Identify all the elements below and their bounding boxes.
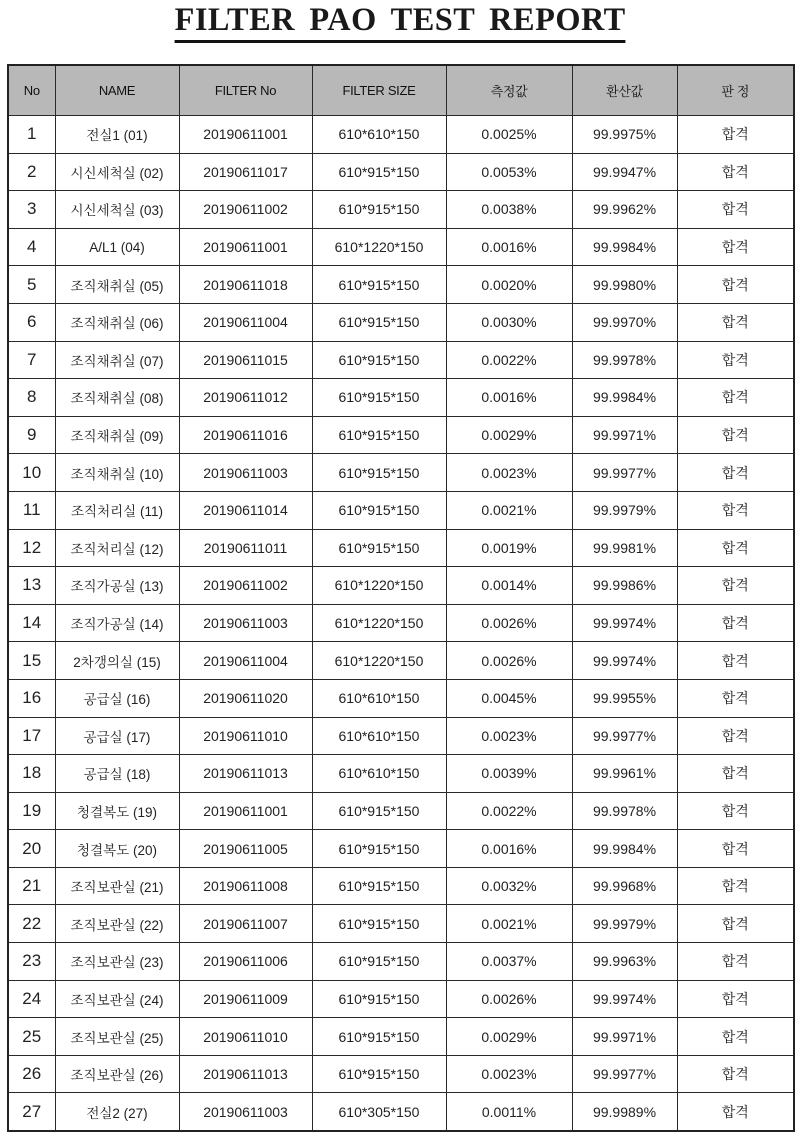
room-name: 조직보관실 (23) (55, 943, 179, 981)
table-row (8, 604, 794, 642)
row-no: 22 (8, 905, 55, 943)
row-no: 20 (8, 830, 55, 868)
room-name: 조직처리실 (12) (55, 529, 179, 567)
filter-no: 20190611001 (179, 116, 312, 154)
table-row (8, 191, 794, 229)
converted-value: 99.9971% (572, 416, 677, 454)
filter-size: 610*1220*150 (312, 228, 446, 266)
filter-no: 20190611018 (179, 266, 312, 304)
judgment-result: 합격 (677, 792, 794, 830)
row-no: 24 (8, 980, 55, 1018)
filter-no: 20190611004 (179, 303, 312, 341)
measured-value: 0.0026% (446, 604, 572, 642)
judgment-result: 합격 (677, 604, 794, 642)
report-title: FILTER PAO TEST REPORT (174, 2, 625, 43)
table-row (8, 867, 794, 905)
measured-value: 0.0019% (446, 529, 572, 567)
row-no: 17 (8, 717, 55, 755)
filter-size: 610*915*150 (312, 1018, 446, 1056)
measured-value: 0.0029% (446, 1018, 572, 1056)
row-no: 18 (8, 755, 55, 793)
table-row (8, 1093, 794, 1131)
converted-value: 99.9984% (572, 379, 677, 417)
judgment-result: 합격 (677, 1055, 794, 1093)
table-row (8, 341, 794, 379)
converted-value: 99.9947% (572, 153, 677, 191)
filter-size: 610*915*150 (312, 266, 446, 304)
measured-value: 0.0039% (446, 755, 572, 793)
row-no: 23 (8, 943, 55, 981)
room-name: 조직보관실 (24) (55, 980, 179, 1018)
report-title-container (0, 2, 800, 43)
row-no: 3 (8, 191, 55, 229)
converted-value: 99.9978% (572, 792, 677, 830)
converted-value: 99.9975% (572, 116, 677, 154)
converted-value: 99.9977% (572, 717, 677, 755)
measured-value: 0.0032% (446, 867, 572, 905)
converted-value: 99.9979% (572, 905, 677, 943)
measured-value: 0.0016% (446, 830, 572, 868)
filter-no: 20190611013 (179, 1055, 312, 1093)
judgment-result: 합격 (677, 529, 794, 567)
measured-value: 0.0026% (446, 980, 572, 1018)
judgment-result: 합격 (677, 567, 794, 605)
filter-size: 610*915*150 (312, 491, 446, 529)
filter-size: 610*915*150 (312, 379, 446, 417)
measured-value: 0.0022% (446, 792, 572, 830)
converted-value: 99.9977% (572, 454, 677, 492)
row-no: 26 (8, 1055, 55, 1093)
filter-no: 20190611001 (179, 228, 312, 266)
table-row (8, 454, 794, 492)
judgment-result: 합격 (677, 379, 794, 417)
room-name: 청결복도 (20) (55, 830, 179, 868)
filter-size: 610*915*150 (312, 792, 446, 830)
filter-no: 20190611010 (179, 717, 312, 755)
row-no: 16 (8, 679, 55, 717)
judgment-result: 합격 (677, 642, 794, 680)
judgment-result: 합격 (677, 416, 794, 454)
converted-value: 99.9984% (572, 830, 677, 868)
row-no: 12 (8, 529, 55, 567)
converted-value: 99.9974% (572, 604, 677, 642)
header-converted-value: 환산값 (572, 65, 677, 116)
filter-size: 610*915*150 (312, 830, 446, 868)
header-judgment: 판 정 (677, 65, 794, 116)
measured-value: 0.0014% (446, 567, 572, 605)
room-name: 조직보관실 (21) (55, 867, 179, 905)
measured-value: 0.0023% (446, 1055, 572, 1093)
converted-value: 99.9980% (572, 266, 677, 304)
judgment-result: 합격 (677, 454, 794, 492)
converted-value: 99.9989% (572, 1093, 677, 1131)
filter-size: 610*1220*150 (312, 642, 446, 680)
filter-size: 610*610*150 (312, 717, 446, 755)
room-name: 조직보관실 (26) (55, 1055, 179, 1093)
judgment-result: 합격 (677, 153, 794, 191)
table-row (8, 529, 794, 567)
table-row (8, 905, 794, 943)
filter-no: 20190611020 (179, 679, 312, 717)
filter-no: 20190611016 (179, 416, 312, 454)
judgment-result: 합격 (677, 867, 794, 905)
room-name: 조직가공실 (13) (55, 567, 179, 605)
filter-test-table (7, 64, 795, 1132)
filter-size: 610*305*150 (312, 1093, 446, 1131)
filter-no: 20190611012 (179, 379, 312, 417)
row-no: 27 (8, 1093, 55, 1131)
judgment-result: 합격 (677, 303, 794, 341)
measured-value: 0.0011% (446, 1093, 572, 1131)
table-row (8, 491, 794, 529)
filter-size: 610*915*150 (312, 867, 446, 905)
row-no: 25 (8, 1018, 55, 1056)
measured-value: 0.0021% (446, 491, 572, 529)
measured-value: 0.0021% (446, 905, 572, 943)
table-row (8, 943, 794, 981)
judgment-result: 합격 (677, 266, 794, 304)
filter-no: 20190611013 (179, 755, 312, 793)
judgment-result: 합격 (677, 717, 794, 755)
judgment-result: 합격 (677, 943, 794, 981)
row-no: 21 (8, 867, 55, 905)
measured-value: 0.0038% (446, 191, 572, 229)
filter-no: 20190611003 (179, 1093, 312, 1131)
converted-value: 99.9961% (572, 755, 677, 793)
measured-value: 0.0022% (446, 341, 572, 379)
room-name: 조직보관실 (25) (55, 1018, 179, 1056)
measured-value: 0.0053% (446, 153, 572, 191)
table-row (8, 717, 794, 755)
filter-size: 610*915*150 (312, 303, 446, 341)
room-name: 조직채취실 (10) (55, 454, 179, 492)
filter-no: 20190611009 (179, 980, 312, 1018)
filter-no: 20190611003 (179, 604, 312, 642)
judgment-result: 합격 (677, 679, 794, 717)
filter-size: 610*610*150 (312, 116, 446, 154)
filter-no: 20190611014 (179, 491, 312, 529)
converted-value: 99.9955% (572, 679, 677, 717)
table-row (8, 1018, 794, 1056)
filter-size: 610*915*150 (312, 1055, 446, 1093)
measured-value: 0.0016% (446, 228, 572, 266)
judgment-result: 합격 (677, 980, 794, 1018)
measured-value: 0.0045% (446, 679, 572, 717)
table-row (8, 980, 794, 1018)
filter-size: 610*915*150 (312, 905, 446, 943)
table-header-row (8, 65, 794, 116)
table-row (8, 755, 794, 793)
filter-size: 610*915*150 (312, 416, 446, 454)
table-row (8, 1055, 794, 1093)
filter-no: 20190611008 (179, 867, 312, 905)
row-no: 10 (8, 454, 55, 492)
filter-no: 20190611006 (179, 943, 312, 981)
converted-value: 99.9962% (572, 191, 677, 229)
converted-value: 99.9986% (572, 567, 677, 605)
measured-value: 0.0030% (446, 303, 572, 341)
converted-value: 99.9963% (572, 943, 677, 981)
filter-size: 610*610*150 (312, 755, 446, 793)
header-filter-no: FILTER No (179, 65, 312, 116)
measured-value: 0.0025% (446, 116, 572, 154)
converted-value: 99.9981% (572, 529, 677, 567)
filter-no: 20190611011 (179, 529, 312, 567)
judgment-result: 합격 (677, 191, 794, 229)
filter-size: 610*915*150 (312, 943, 446, 981)
room-name: 전실1 (01) (55, 116, 179, 154)
converted-value: 99.9979% (572, 491, 677, 529)
room-name: A/L1 (04) (55, 228, 179, 266)
converted-value: 99.9971% (572, 1018, 677, 1056)
filter-size: 610*1220*150 (312, 604, 446, 642)
filter-no: 20190611010 (179, 1018, 312, 1056)
converted-value: 99.9974% (572, 980, 677, 1018)
measured-value: 0.0023% (446, 454, 572, 492)
header-no: No (8, 65, 55, 116)
table-row (8, 379, 794, 417)
judgment-result: 합격 (677, 1093, 794, 1131)
row-no: 4 (8, 228, 55, 266)
table-row (8, 642, 794, 680)
measured-value: 0.0029% (446, 416, 572, 454)
header-measured-value: 측정값 (446, 65, 572, 116)
row-no: 6 (8, 303, 55, 341)
filter-size: 610*915*150 (312, 153, 446, 191)
room-name: 조직가공실 (14) (55, 604, 179, 642)
converted-value: 99.9974% (572, 642, 677, 680)
filter-no: 20190611002 (179, 191, 312, 229)
measured-value: 0.0037% (446, 943, 572, 981)
table-row (8, 567, 794, 605)
judgment-result: 합격 (677, 491, 794, 529)
filter-no: 20190611001 (179, 792, 312, 830)
room-name: 조직채취실 (07) (55, 341, 179, 379)
table-row (8, 830, 794, 868)
room-name: 공급실 (16) (55, 679, 179, 717)
filter-size: 610*915*150 (312, 980, 446, 1018)
judgment-result: 합격 (677, 228, 794, 266)
converted-value: 99.9978% (572, 341, 677, 379)
room-name: 공급실 (18) (55, 755, 179, 793)
judgment-result: 합격 (677, 830, 794, 868)
table-row (8, 228, 794, 266)
table-row (8, 679, 794, 717)
filter-size: 610*915*150 (312, 454, 446, 492)
room-name: 조직보관실 (22) (55, 905, 179, 943)
converted-value: 99.9970% (572, 303, 677, 341)
filter-no: 20190611007 (179, 905, 312, 943)
row-no: 14 (8, 604, 55, 642)
room-name: 조직채취실 (06) (55, 303, 179, 341)
room-name: 전실2 (27) (55, 1093, 179, 1131)
table-row (8, 792, 794, 830)
filter-no: 20190611005 (179, 830, 312, 868)
room-name: 2차갱의실 (15) (55, 642, 179, 680)
table-row (8, 266, 794, 304)
room-name: 공급실 (17) (55, 717, 179, 755)
judgment-result: 합격 (677, 1018, 794, 1056)
header-name: NAME (55, 65, 179, 116)
row-no: 15 (8, 642, 55, 680)
converted-value: 99.9977% (572, 1055, 677, 1093)
converted-value: 99.9984% (572, 228, 677, 266)
judgment-result: 합격 (677, 116, 794, 154)
filter-size: 610*610*150 (312, 679, 446, 717)
filter-size: 610*915*150 (312, 191, 446, 229)
table-row (8, 153, 794, 191)
table-row (8, 303, 794, 341)
room-name: 청결복도 (19) (55, 792, 179, 830)
judgment-result: 합격 (677, 905, 794, 943)
room-name: 조직채취실 (08) (55, 379, 179, 417)
filter-size: 610*915*150 (312, 341, 446, 379)
row-no: 9 (8, 416, 55, 454)
measured-value: 0.0020% (446, 266, 572, 304)
filter-no: 20190611017 (179, 153, 312, 191)
filter-no: 20190611003 (179, 454, 312, 492)
row-no: 2 (8, 153, 55, 191)
judgment-result: 합격 (677, 341, 794, 379)
row-no: 7 (8, 341, 55, 379)
row-no: 11 (8, 491, 55, 529)
filter-size: 610*1220*150 (312, 567, 446, 605)
room-name: 조직채취실 (05) (55, 266, 179, 304)
judgment-result: 합격 (677, 755, 794, 793)
row-no: 8 (8, 379, 55, 417)
filter-no: 20190611015 (179, 341, 312, 379)
room-name: 조직처리실 (11) (55, 491, 179, 529)
room-name: 시신세척실 (02) (55, 153, 179, 191)
row-no: 1 (8, 116, 55, 154)
row-no: 13 (8, 567, 55, 605)
room-name: 시신세척실 (03) (55, 191, 179, 229)
measured-value: 0.0023% (446, 717, 572, 755)
table-row (8, 416, 794, 454)
header-filter-size: FILTER SIZE (312, 65, 446, 116)
room-name: 조직채취실 (09) (55, 416, 179, 454)
filter-no: 20190611004 (179, 642, 312, 680)
converted-value: 99.9968% (572, 867, 677, 905)
measured-value: 0.0016% (446, 379, 572, 417)
row-no: 5 (8, 266, 55, 304)
filter-size: 610*915*150 (312, 529, 446, 567)
table-row (8, 116, 794, 154)
measured-value: 0.0026% (446, 642, 572, 680)
filter-no: 20190611002 (179, 567, 312, 605)
row-no: 19 (8, 792, 55, 830)
